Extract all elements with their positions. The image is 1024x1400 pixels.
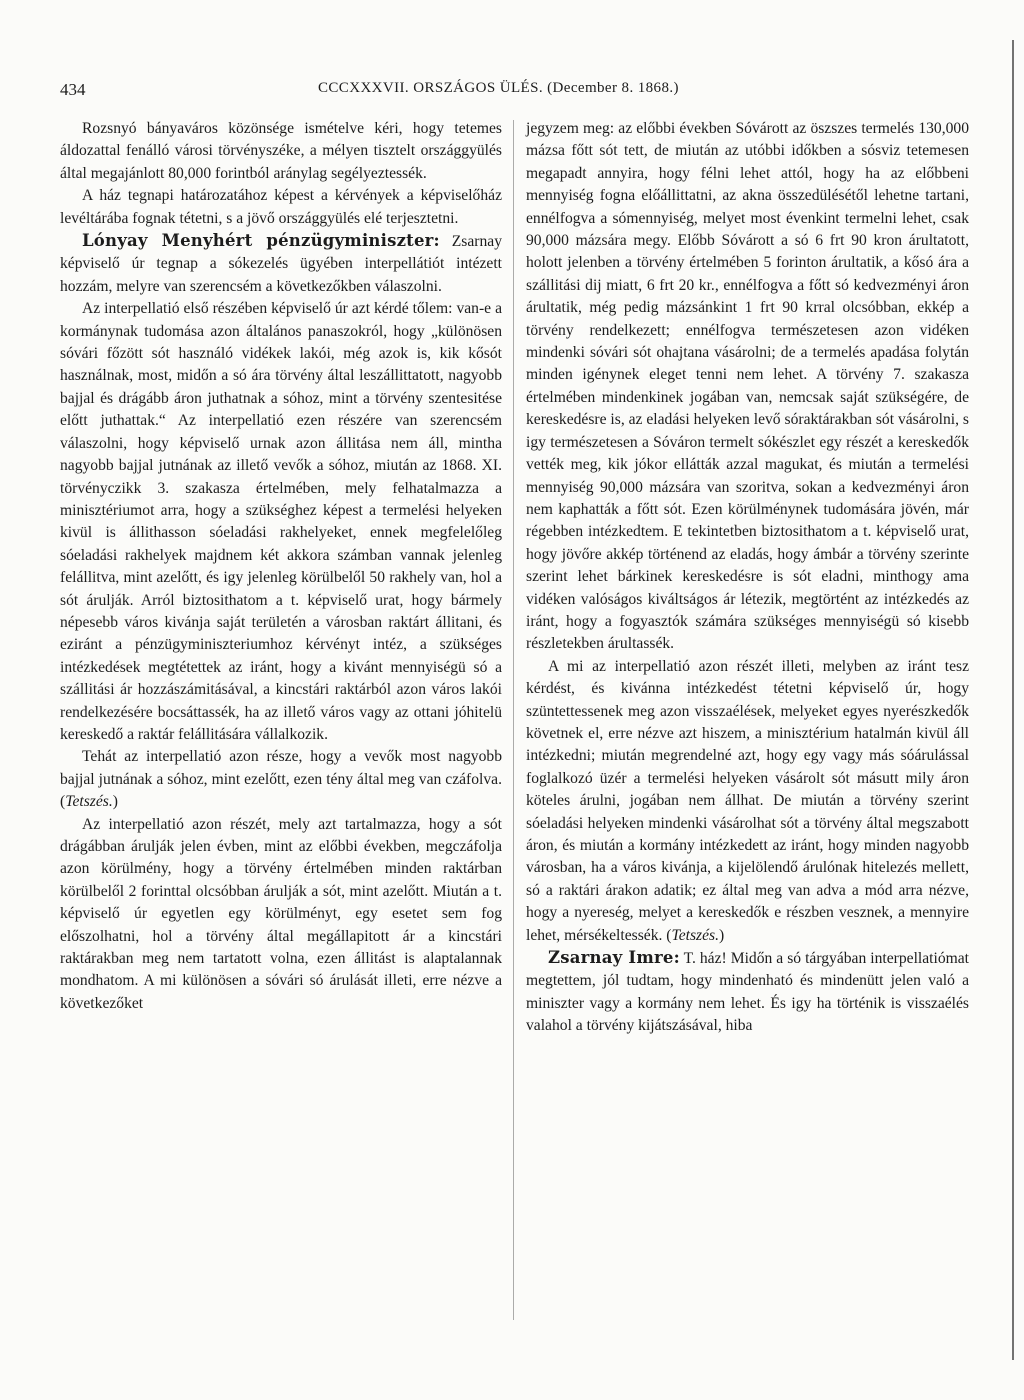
speaker-name: Lónyay Menyhért pénzügyminiszter: xyxy=(82,231,440,251)
paragraph-text: A mi az interpellatió azon részét illeti, melyben az iránt tesz kérdést, és kivánna intézkedést tétetni képviselő úr, hogy szüntettessenek meg azon visszaélések, melyeket egyes nyerészkedők követnek el, erre nézve azt hiszem, a minisztérium hatalmán kivül áll intézkedni; miután megrendelné azt, hogy egy vagy más sóárulással foglalkozó üzér a termelési helyeken vásárolt sót másutt mily áron köteles árulni, jogában nem állhat. De miután a törvény szerint sóeladási helyeken mindenki vásárolhat sót a törvény által megszabott áron, és miután a kormány intézkedett az iránt, hogy minden nagyobb városban, ha a város kivánja, a kijelölendő árulónak hitelezés mellett, só a raktári árakon adatik; ez által meg van adva a mód arra nézve, hogy a nyereség, melyet a kereskedők e részben vesznek, a mennyire lehet, mérsékeltessék. ( xyxy=(526,657,969,944)
paragraph-text: Tehát az interpellatió azon része, hogy a vevők most nagyobb bajjal jutnának a sóhoz, mint ezelőtt, ezen tény által meg van czáfolva. ( xyxy=(60,748,502,811)
paragraph-abuses xyxy=(526,656,969,947)
paragraph-price-claim: Az interpellatió azon részét, mely azt tartalmazza, hogy a sót drágábban árulják jelen évben, mint az előbbi években, megczáfolja azon körülmény, hogy a törvény értelmében minden raktárban körülbelől 2 forinttal olcsóbban árulják a sót, mint azelőtt. Miután a t. képviselő úr egyetlen egy körülményt, egy esetet sem fog előszolhatni, hol a törvény által megállapitott ár a kincstári raktárakban meg nem tartatott volna, ezen állitást is alaptalannak mondhatom. A mi különösen a sóvári só árulását illeti, erre nézve a következőket xyxy=(60,815,502,1012)
paragraph-text-close: ) xyxy=(719,926,725,944)
paragraph-zsarnay xyxy=(526,947,969,1038)
page-number: 434 xyxy=(60,80,86,99)
reaction-note: Tetszés. xyxy=(671,926,720,944)
paragraph-interpellation-first-part: Az interpellatió első részében képviselő úr azt kérdé tőlem: van-e a kormánynak tudomása azon általános panaszokról, hogy „különösen sóvári főzött sót használó vidékek lakói, még azok is, kik kősót használnak, most, midőn a só ára törvény által leszállittatott, nagyobb bajjal és drágább áron juthatnak a sóhoz, mint a törvény szentesitése előtt juthattak.“ Az interpellatió ezen részére van szerencsém válaszolni, hogy képviselő urnak azon állitása nem áll, mintha nagyobb bajjal jutnának az illető vevők a sóhoz, miután az 1868. XI. törvényczikk 3. szakasza értelmében, mely felhatalmazza a minisztériumot arra, hogy a szükséghez képest a termelési helyeken kivül is állithasson sóeladási rakhelyeket, ennek megfelelőleg sóeladási rakhelyek majdnem két akkora számban vannak jelenleg felállitva, mint azelőtt, és igy jelenleg körülbelől 50 rakhely van, hol a sót árulják. Arról biztosithatom a t. képviselő urat, hogy bármely népesebb város kivánja saját területén a városban raktárt állitani, és eziránt a pénzügyminiszteriumhoz kérvényt intéz, a szükséges intézkedések megtétettek az iránt, hogy a kivánt mennyiségü só a szállitási ár hozzászámitásával, a kincstári raktárból azon város lakói rendelkezésére bocsáttassék, ha az illető város vagy az ottani jóhitelü kereskedő a raktár felállitására vállalkozik. xyxy=(60,300,502,743)
page-edge-mark xyxy=(1012,40,1014,1360)
paragraph-sovar-salt: jegyzem meg: az előbbi években Sóvárott az öszszes termelés 130,000 mázsa főtt sót tett, de miután az utóbbi időkben a sósviz tetemesen megapadt annyira, hogy félni lehet attól, hogy ha az előbbeni mennyiség fogna előállittatni, az akna összedülésétől lehetne tartani, ennélfogva a sómennyiség, melyet most évenkint termelni lehet, csak 90,000 mázsára megy. Előbb Sóvárott a só 6 frt 90 kron árultatott, holott jelenben a törvény értelmében 5 forinton árultatik, a kősó ára a szállitási dij miatt, 6 frt 20 kr., ennélfogva a főtt só kedvezményi áron árultatik, még pedig mázsánkint 1 frt 90 krral olcsóbban, ekkép a törvény rendelkezett; ennélfogva természetesen azon vidéken mindenki sóvári sót ohajtana vásárolni; de a termelés apadása folytán minden igénynek eleget tenni nem lehet. A törvény 7. szakasza értelmében mindenkinek jogában van, nemcsak saját szükségére, de kereskedésre is, az eladási helyeken levő sóraktárakban sót vásárolni, s igy természetesen a Sóváron termelt sókészlet egy részét a kereskedők vették meg, kik jókor ellátták azzal magukat, és miután a termelési mennyiség 90,000 mázsára van szoritva, sokan a kedvezményi áron nem kaphatták a főtt sót. Ezen körülménynek tudomására jövén, már régebben intézkedtem. E tekintetben biztosithatom a t. képviselő urat, hogy jövőre akkép történend az eladás, hogy ámbár a törvény szerinte szerint lehet bárkinek kereskedésre is sót eladni, minthogy ama vidéken valóságos kiváltságos ár létezik, megtörtént az intézkedés az iránt, hogy a fogyasztók számára szükséges mennyiségü só kisebb részletekben árultassék. xyxy=(526,120,969,653)
paragraph-text-close: ) xyxy=(112,793,118,811)
reaction-note: Tetszés. xyxy=(65,793,113,811)
paragraph-rozsnyo: Rozsnyó bányaváros közönsége ismételve kéri, hogy tetemes áldozattal fenálló városi törvényszéke, a mélyen tisztelt országgyülés által megajánlott 80,000 forintból aránylag segélyeztessék. xyxy=(60,120,502,182)
right-column xyxy=(526,118,969,1038)
paragraph-lonyay-intro xyxy=(60,230,502,298)
running-head: CCCXXXVII. ORSZÁGOS ÜLÉS. (December 8. 1868.) xyxy=(318,80,679,96)
left-column xyxy=(60,118,502,1015)
paragraph-interpellation-refuted xyxy=(60,746,502,813)
speaker-name: Zsarnay Imre: xyxy=(548,948,680,968)
paragraph-house-decision: A ház tegnapi határozatához képest a kérvények a képviselőház levéltárába fognak tétetni, s a jövő országgyülés elé terjesztetni. xyxy=(60,187,502,227)
column-divider xyxy=(513,120,514,1320)
paragraph-text: T. ház! Midőn a só tárgyában interpellatiómat megtettem, jól tudtam, hogy mindenható és mindenütt jelen való a miniszter vagy a kormány nem lehet. És igy ha történik is visszaélés valahol a törvény kijátszásával, hiba xyxy=(526,950,970,1035)
paragraph-text: Zsarnay képviselő úr tegnap a sókezelés ügyében interpellátiót intézett hozzám, melyre van szerencsém a következőkben válaszolni. xyxy=(60,233,502,295)
